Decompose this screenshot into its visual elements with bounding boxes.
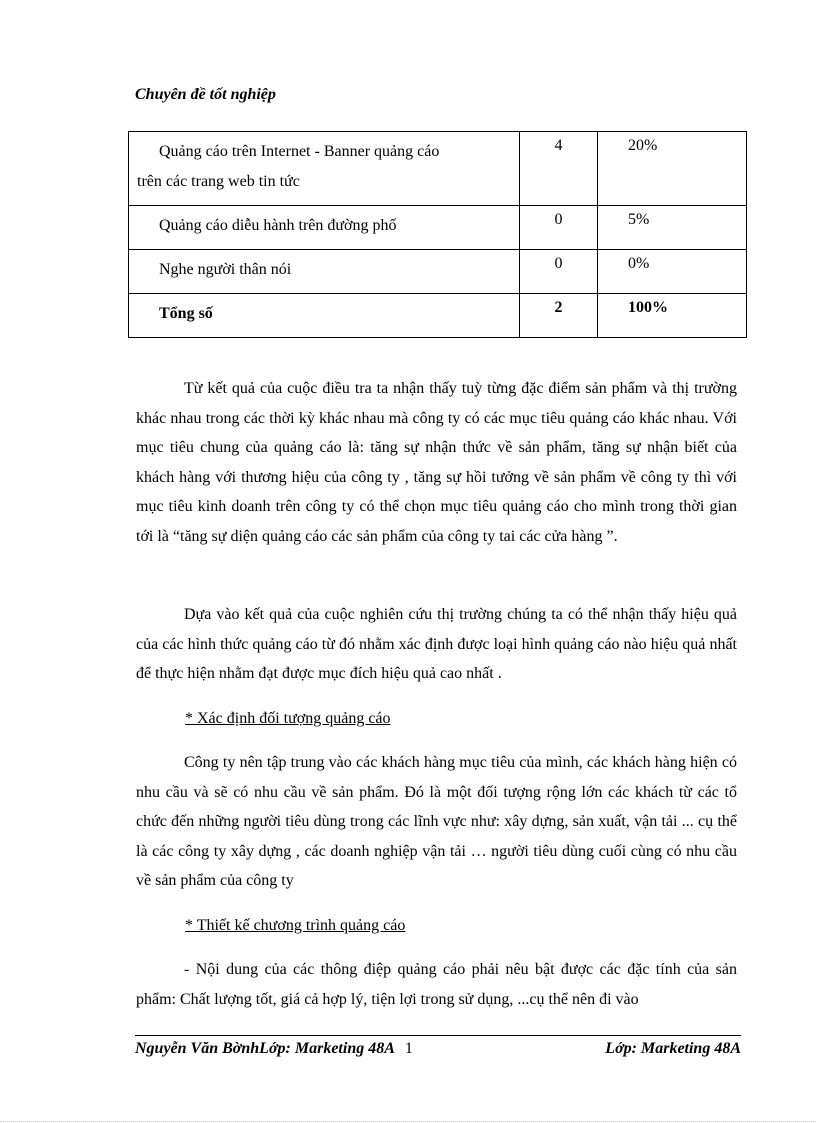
table-cell-count: 2 xyxy=(520,294,598,338)
survey-table xyxy=(128,131,747,338)
footer-author: Nguyễn Văn BờnhLớp: Marketing 48A xyxy=(135,1040,395,1057)
paragraph: - Nội dung của các thông điệp quảng cáo phải nêu bật được các đặc tính của sản phẩm: Chất lượng tốt, giá cả hợp lý, tiện lợi trong sử dụng, ...cụ thể nên đi vào xyxy=(136,961,737,1008)
table-cell-percent: 0% xyxy=(598,250,747,294)
table-row xyxy=(129,132,747,206)
body-section-5 xyxy=(136,911,737,941)
page-footer xyxy=(135,1040,741,1058)
table-cell-label: Tổng số xyxy=(129,294,520,338)
body-section-6 xyxy=(136,955,737,1014)
body-section-2 xyxy=(136,600,737,689)
table-cell-count: 0 xyxy=(520,250,598,294)
body-section-3 xyxy=(136,704,737,734)
table-row xyxy=(129,250,747,294)
paragraph: Từ kết quả của cuộc điều tra ta nhận thấy tuỳ từng đặc điểm sản phẩm và thị trường khác nhau trong các thời kỳ khác nhau mà công ty có các mục tiêu quảng cáo khác nhau. Với mục tiêu chung của quảng cáo là: tăng sự nhận thức về sản phẩm, tăng sự nhận biết của khách hàng với thương hiệu của công ty , tăng sự hồi tưởng về sản phẩm về công ty thì với mục tiêu kinh doanh trên công ty có thể chọn mục tiêu quảng cáo cho mình trong thời gian tới là “tăng sự diện quảng cáo các sản phẩm của công ty tai các cửa hàng ”. xyxy=(136,380,737,545)
table-cell-count: 4 xyxy=(520,132,598,206)
table-cell-percent: 20% xyxy=(598,132,747,206)
page-number: 1 xyxy=(404,1040,413,1057)
table-cell-percent: 100% xyxy=(598,294,747,338)
body-section-1 xyxy=(136,374,737,551)
page-header-title: Chuyên đề tốt nghiệp xyxy=(135,86,276,103)
table-row-total xyxy=(129,294,747,338)
paragraph: Công ty nên tập trung vào các khách hàng mục tiêu của mình, các khách hàng hiện có nhu cầu và sẽ có nhu cầu về sản phẩm. Đó là một đối tượng rộng lớn các khách từ các tổ chức đến những người tiêu dùng trong các lĩnh vực như: xây dựng, sản xuất, vận tải ... cụ thể là các công ty xây dựng , các doanh nghiệp vận tải … người tiêu dùng cuối cùng có nhu cầu về sản phẩm của công ty xyxy=(136,754,737,889)
body-section-4 xyxy=(136,748,737,896)
footer-divider xyxy=(135,1035,741,1036)
table-cell-label: Quảng cáo trên Internet - Banner quảng cáo trên các trang web tin tức xyxy=(129,132,520,206)
footer-class: Lớp: Marketing 48A xyxy=(605,1040,741,1057)
table-cell-label: Nghe người thân nói xyxy=(129,250,520,294)
section-heading: * Xác định đối tượng quảng cáo xyxy=(185,710,391,727)
table-cell-percent: 5% xyxy=(598,206,747,250)
table-cell-label: Quảng cáo diễu hành trên đường phố xyxy=(129,206,520,250)
page-bottom-edge xyxy=(0,1121,816,1122)
section-heading: * Thiết kế chương trình quảng cáo xyxy=(185,917,406,934)
paragraph: Dựa vào kết quả của cuộc nghiên cứu thị trường chúng ta có thể nhận thấy hiệu quả của các hình thức quảng cáo từ đó nhằm xác định được loại hình quảng cáo nào hiệu quả nhất để thực hiện nhằm đạt được mục đích hiệu quả cao nhất . xyxy=(136,606,737,682)
table-cell-count: 0 xyxy=(520,206,598,250)
table-row xyxy=(129,206,747,250)
